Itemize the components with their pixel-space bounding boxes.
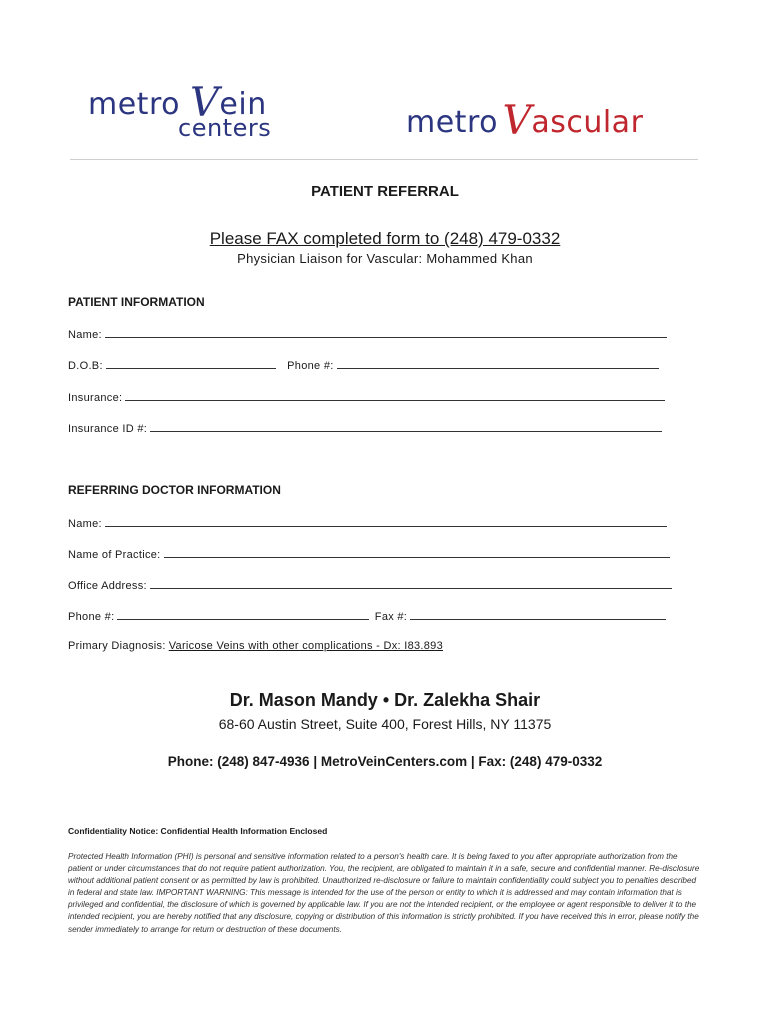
office-address-row bbox=[68, 578, 672, 592]
confidentiality-title: Confidentiality Notice: Confidential Health Information Enclosed bbox=[68, 826, 328, 836]
clinic-contact: Phone: (248) 847-4936 | MetroVeinCenters.com | Fax: (248) 479-0332 bbox=[167, 754, 603, 769]
patient-insurance-row bbox=[68, 390, 665, 404]
fax-instruction bbox=[0, 229, 770, 249]
patient-insurance-field[interactable] bbox=[125, 390, 665, 401]
patient-insurance-id-field[interactable] bbox=[150, 421, 662, 432]
doctor-name-field[interactable] bbox=[105, 516, 667, 527]
patient-insurance-id-label: Insurance ID #: bbox=[68, 423, 148, 435]
patient-name-field[interactable] bbox=[105, 327, 667, 338]
logo-vasc-suffix: ascular bbox=[531, 105, 644, 140]
patient-dob-phone-row bbox=[68, 358, 659, 372]
logo-vein-prefix: metro bbox=[88, 87, 180, 122]
doctor-phone-field[interactable] bbox=[117, 609, 369, 620]
patient-insurance-id-row bbox=[68, 421, 662, 435]
patient-phone-label: Phone #: bbox=[287, 360, 334, 372]
logo-vein-v: V bbox=[190, 80, 220, 126]
doctor-fax-field[interactable] bbox=[410, 609, 666, 620]
primary-diagnosis-value: Varicose Veins with other complications - Dx: I83.893 bbox=[168, 640, 444, 652]
doctor-phone-label: Phone #: bbox=[68, 611, 115, 623]
patient-name-label: Name: bbox=[68, 329, 102, 341]
doctor-phone-fax-row bbox=[68, 609, 666, 623]
metro-vascular-logo bbox=[406, 96, 696, 146]
confidentiality-body: Protected Health Information (PHI) is personal and sensitive information related to a person's health care. It is being faxed to you after appropriate authorization from the patient or under circumstances that do not require patient authorization. You, the recipient, are obligated to maintain it in a safe, secure and confidential manner. Re-disclosure without additional patient consent or as permitted by law is prohibited. Unauthorized re-disclosure or failure to maintain confidentiality could subject you to penalties described in federal and state law. IMPORTANT WARNING: This message is intended for the use of the person or entity to which it is addressed and may contain information that is privileged and confidential, the disclosure of which is governed by applicable law. If you are not the intended recipient, or the employee or agent responsible to deliver it to the intended recipient, you are hereby notified that any disclosure, copying or distribution of this information is strictly prohibited. If you have received this in error, please notify the sender immediately to arrange for return or destruction of these documents. bbox=[68, 852, 700, 934]
physician-liaison: Physician Liaison for Vascular: Mohammed Khan bbox=[237, 251, 533, 266]
office-address-label: Office Address: bbox=[68, 580, 147, 592]
logo-vein-suffix: ein bbox=[219, 87, 267, 122]
practice-name-field[interactable] bbox=[164, 547, 670, 558]
practice-name-row bbox=[68, 547, 670, 561]
patient-name-row bbox=[68, 327, 667, 341]
clinic-address: 68-60 Austin Street, Suite 400, Forest Hills, NY 11375 bbox=[218, 716, 552, 732]
doctor-fax-label: Fax #: bbox=[374, 611, 408, 623]
logo-vasc-v: V bbox=[502, 98, 532, 144]
form-title: PATIENT REFERRAL bbox=[311, 183, 459, 200]
patient-phone-field[interactable] bbox=[337, 358, 659, 369]
practice-name-label: Name of Practice: bbox=[68, 549, 161, 561]
metro-vein-centers-logo bbox=[88, 66, 298, 146]
patient-dob-field[interactable] bbox=[106, 358, 276, 369]
patient-insurance-label: Insurance: bbox=[68, 392, 123, 404]
primary-diagnosis-label: Primary Diagnosis: bbox=[68, 640, 166, 652]
primary-diagnosis-row bbox=[68, 640, 443, 652]
logo-vasc-prefix: metro bbox=[406, 105, 498, 140]
fax-instruction-text: Please FAX completed form to (248) 479-0332 bbox=[209, 229, 561, 248]
logo-vein-centers: centers bbox=[178, 114, 272, 142]
patient-dob-label: D.O.B: bbox=[68, 360, 103, 372]
referring-doctor-heading: REFERRING DOCTOR INFORMATION bbox=[68, 483, 281, 497]
header-divider bbox=[70, 159, 698, 160]
doctor-name-row bbox=[68, 516, 667, 530]
office-address-field[interactable] bbox=[150, 578, 672, 589]
doctor-name-label: Name: bbox=[68, 518, 102, 530]
patient-info-heading: PATIENT INFORMATION bbox=[68, 295, 205, 309]
doctors-names: Dr. Mason Mandy • Dr. Zalekha Shair bbox=[229, 690, 541, 710]
